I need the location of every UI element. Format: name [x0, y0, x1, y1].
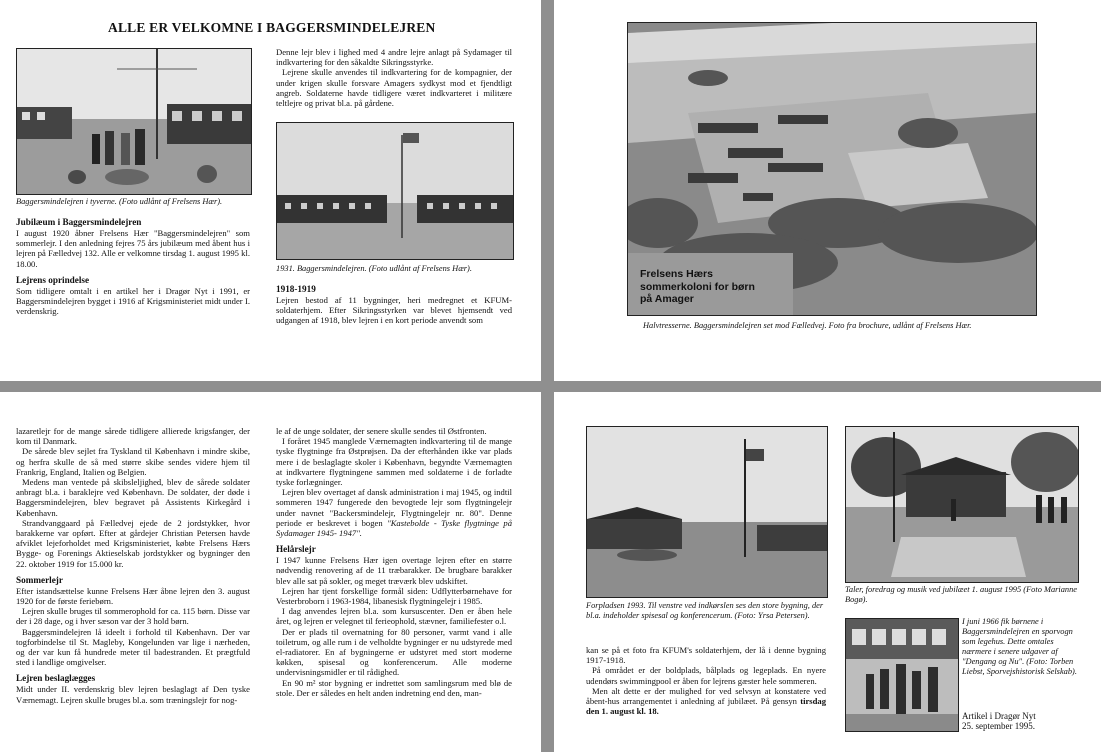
column-top-left-2 — [276, 47, 512, 108]
event-date: tirsdag den 1. august kl. 18. — [586, 696, 826, 717]
caption-camp-1931: 1931. Baggersmindelejren. (Foto udlånt af Frelsens Hær). — [276, 264, 472, 273]
paragraph: Denne lejr blev i lighed med 4 andre lejre anlagt på Sydamager til indkvartering for den såkaldte Sikringsstyrke. — [276, 47, 512, 68]
paragraph: I dag anvendes lejren bl.a. som kursuscenter. Den er åben hele året, og lejren er velegnet til ferieophold, stævner, familiefester o.l. — [276, 606, 512, 627]
paragraph — [276, 487, 512, 538]
column-bottom-left-2 — [276, 426, 512, 698]
column-bottom-left-1 — [16, 426, 250, 705]
signature-line: Artikel i Dragør Nyt — [962, 711, 1036, 721]
paragraph: I foråret 1945 manglede Værnemagten indkvartering til de mange tyske flygtninge fra Østprøjsen. Da der efterhånden ikke var plads mere i de beslaglagte skoler i København, begyndte Værnemagten at indkvartere flygtningene sammen med soldaterne i de forladte tyske forlægninger. — [276, 436, 512, 488]
heading-1918-1919: 1918-1919 — [276, 284, 316, 294]
paragraph: I august 1920 åbner Frelsens Hær "Baggersmindelejren" som sommerlejr. I den anledning fejres 75 års jubilæum med åbent hus i lejren på Fælledvej 132. Alle er velkomne tirsdag 1. august 1995 kl. 18.00. — [16, 228, 250, 269]
paragraph: Midt under II. verdenskrig blev lejren beslaglagt af Den tyske Værnemagt. Lejren skulle bruges bl.a. som træningslejr for nog- — [16, 684, 250, 705]
paragraph: I 1947 kunne Frelsens Hær igen overtage lejren efter en større nødvendig renovering af de 11 træbarakker. De brugbare barakker blev alle sat på sokler, og meget træværk blev udskiftet. — [276, 555, 512, 586]
caption-jubilaeum: Taler, foredrag og musik ved jubilæet 1. august 1995 (Foto Marianne Bogø). — [845, 585, 1078, 604]
column-bottom-right — [586, 645, 826, 716]
page-title: ALLE ER VELKOMNE I BAGGERSMINDELEJREN — [108, 20, 436, 35]
overlay-line: på Amager — [640, 293, 694, 305]
paragraph: Lejren har tjent forskellige formål siden: Udflytterbørnehave for Vesterbroborn i 1963-1984, libanesisk flygtningelejr i 1985. — [276, 585, 512, 607]
paragraph — [586, 686, 826, 717]
photo-camp-1920s — [16, 48, 252, 195]
paragraph: De sårede blev sejlet fra Tyskland til København i mindre skibe, og herfra skulle de så med større skibe sendes videre hjem til Frankrig, England, Italien og Belgien. — [16, 446, 250, 477]
sporvogn-illustration — [846, 619, 958, 731]
paragraph: Der er plads til overnatning for 80 personer, varmt vand i alle toiletrum, og alle rum i de velholdte bygninger er nu udstyrede med el-radiatorer. En af bygningerne er udstyret med stort moderne køkken, spisesal og konferencerum. Alle moderne undervisningsmidler er til rådighed. — [276, 626, 512, 678]
caption-forpladsen: Forpladsen 1993. Til venstre ved indkørslen ses den store bygning, der bl.a. indeholder spisesal og konferencerum. (Foto: Yrsa Petersen). — [586, 601, 824, 620]
paragraph: Baggersmindelejren lå ideelt i forhold til København. Der var togforbindelse til St. Magleby, Kongelunden var lige i nærheden, og der var kun få hundrede meter til badestranden. Et prægtfuld sted i landlige omgivelser. — [16, 626, 250, 668]
paragraph-text: Men alt dette er der mulighed for ved selvsyn at konstatere ved åbent-hus arrangementet i anledning af jubilæet. På gensyn — [586, 685, 826, 707]
column-top-left-2b — [276, 284, 512, 326]
heading-jubilaeum: Jubilæum i Baggersmindelejren — [16, 217, 142, 227]
heading-lejren-beslaglaegges: Lejren beslaglægges — [16, 673, 96, 684]
photo-jubilaeum-1995 — [845, 426, 1079, 583]
heading-sommerlejr: Sommerlejr — [16, 574, 63, 585]
paragraph-text: Lejren blev overtaget af dansk administration i maj 1945, og indtil sommeren 1947 fungerede den bevogtede lejr som flygtningelejr under navnet "Backersmindelejr, Flygtningelejr nr. 80". Denne periode er beskrevet i bogen — [276, 487, 512, 528]
photo-forpladsen-1993 — [586, 426, 828, 598]
overlay-line: sommerkoloni for børn — [640, 280, 755, 293]
paragraph: På området er der boldplads, bålplads og legeplads. En nyere udendørs swimmingpool er åben for lejrens gæster hele sommeren. — [586, 665, 826, 686]
photo-sporvogn-1966 — [845, 618, 959, 732]
vertical-page-divider — [541, 0, 554, 752]
caption-aerial: Halvtresserne. Baggersmindelejren set mod Fælledvej. Foto fra brochure, udlånt af Frelsens Hær. — [643, 321, 972, 330]
paragraph: Medens man ventede på skibsleljighed, blev de sårede soldater anbragt bl.a. i baraklejre ved København. De soldater, der døde i Baggersmindelejren, blev begravet på Assistents Kirkegård i København. — [16, 477, 250, 518]
heading-lejrens-oprindelse: Lejrens oprindelse — [16, 274, 90, 285]
paragraph: Efter istandsættelse kunne Frelsens Hær åbne lejren den 3. august 1920 for de første feriebørn. — [16, 585, 250, 607]
paragraph: Strandvanggaard på Fælledvej ejede de 2 jordstykker, hvor barakkerne var opført. Efter at gårdejer Christian Petersen havde afviklet lejeforholdet med Krigsministeriet, købte Frelsens Hærs Bygge- og Forenings Aktieselskab jordstykker og bygninger den 22. oktober 1919 for 15.000 kr. — [16, 517, 250, 569]
paragraph: kan se på et foto fra KFUM's soldaterhjem, der lå i denne bygning 1917-1918. — [586, 645, 826, 666]
aerial-photo-overlay-text — [640, 268, 755, 306]
paragraph: le af de unge soldater, der senere skulle sendes til Østfronten. — [276, 426, 487, 436]
column-top-left-1 — [16, 217, 250, 316]
camp-1931-illustration — [277, 123, 513, 259]
paragraph: Lejrene skulle anvendes til indkvartering for de kompagnier, der under krigen skulle forsvare Amagers sydkyst mod et fjendtligt angreb. Soldaterne havde tidligere været indkvarteret i militære teltlejre og privat bl.a. på gårdene. — [276, 67, 512, 109]
jubilaeum-illustration — [846, 427, 1078, 582]
caption-sporvogn: I juni 1966 fik børnene i Baggersmindelejren en sporvogn som legehus. Dette omtales nærmere i senere udgaver af "Dengang og Nu". (Foto: Torben Liebst, Sporvejshistorisk Selskab). — [962, 617, 1077, 676]
paragraph: Lejren skulle bruges til sommerophold for ca. 115 børn. Disse var der i 28 dage, og i hver sæson var der 3 hold børn. — [16, 606, 250, 627]
horizontal-page-divider — [0, 381, 1101, 392]
paragraph: Som tidligere omtalt i en artikel her i Dragør Nyt i 1991, er Baggersmindelejren bygget i 1916 af Krigsministeriet midt under I. verdenskrig. — [16, 285, 250, 317]
caption-camp-1920s: Baggersmindelejren i tyverne. (Foto udlånt af Frelsens Hær). — [16, 197, 223, 206]
paragraph: Lejren bestod af 11 bygninger, heri medregnet et KFUM-soldaterhjem. Efter Sikringsstyrken var blevet hjemsendt ved udgangen af 1918, blev lejren i en kort periode anvendt som — [276, 295, 512, 326]
heading-helaarslejr: Helårslejr — [276, 544, 316, 555]
overlay-line: Frelsens Hærs — [640, 268, 713, 280]
camp-1920s-illustration — [17, 49, 251, 194]
book-title: "Kastebolde - Tyske flygtninge på Sydamager 1945- 1947". — [276, 517, 512, 539]
paragraph: En 90 m² stor bygning er indrettet som samlingsrum med blø de stole. Der er således en helt anden indretning end den, man- — [276, 677, 512, 698]
paragraph: lazaretlejr for de mange sårede tidligere allierede krigsfanger, der kom til Danmark. — [16, 426, 250, 447]
article-signature — [962, 711, 1080, 731]
photo-camp-1931 — [276, 122, 514, 260]
signature-line: 25. september 1995. — [962, 721, 1035, 732]
forpladsen-illustration — [587, 427, 827, 597]
